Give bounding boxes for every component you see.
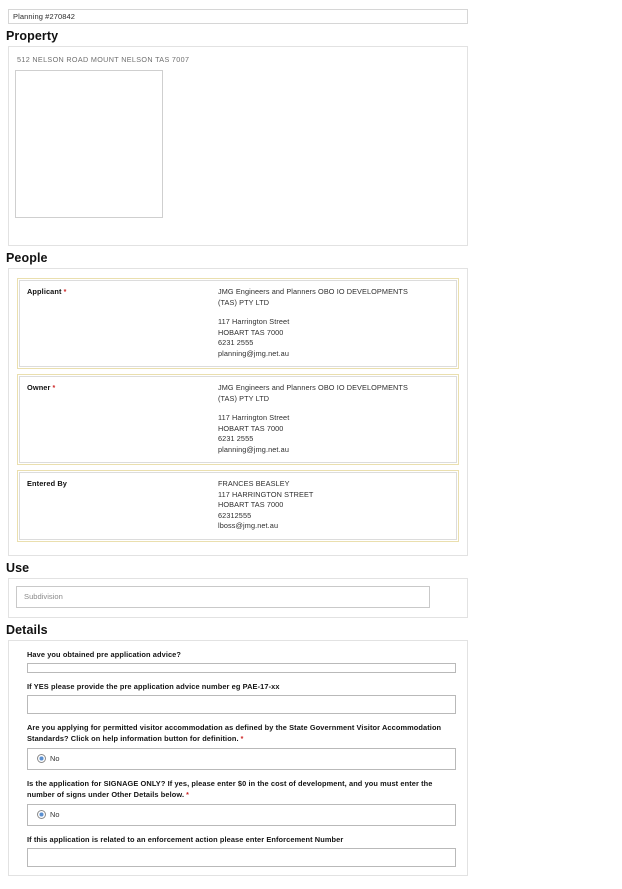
person-detail-gap [218, 404, 456, 413]
radio-option-label: No [50, 754, 60, 763]
person-details [218, 479, 456, 532]
detail-label [27, 681, 456, 692]
application-form-page [0, 9, 622, 876]
person-card-entered-by[interactable] [17, 470, 459, 542]
person-name-line1: JMG Engineers and Planners OBO IO DEVELOPMENTS [218, 287, 408, 296]
detail-label [27, 778, 456, 801]
person-phone: 62312555 [218, 510, 252, 520]
detail-group-signage-only [9, 778, 467, 826]
detail-group-advice-number [9, 681, 467, 714]
required-asterisk: * [240, 735, 244, 743]
detail-label-text: Have you obtained pre application advice? [27, 649, 182, 659]
person-role-text: Applicant [27, 287, 62, 296]
required-asterisk: * [52, 385, 56, 392]
required-asterisk: * [186, 791, 189, 799]
application-id-text: Planning #270842 [13, 12, 76, 21]
detail-label-text: Are you applying for permitted visitor accommodation as defined by the State Government Visitor Accommodation Standards? Click on help information button for definition. [27, 722, 442, 743]
person-email: lboss@jmg.net.au [218, 521, 279, 530]
person-phone: 6231 2555 [218, 434, 254, 443]
use-type-field[interactable] [16, 586, 430, 608]
use-panel [8, 578, 468, 618]
detail-label [27, 834, 456, 845]
person-role-label [20, 287, 218, 359]
person-role-label [20, 383, 218, 455]
detail-label-text: If this application is related to an enforcement action please enter Enforcement Number [27, 834, 344, 844]
property-panel [8, 46, 468, 246]
person-email: planning@jmg.net.au [218, 348, 289, 358]
radio-button-selected-icon[interactable] [37, 754, 46, 763]
detail-label-text: Is the application for SIGNAGE ONLY? If yes, please enter $0 in the cost of development, and you must enter the number of signs under Other Details below. [27, 778, 433, 799]
person-phone: 6231 2555 [218, 338, 254, 347]
detail-label [27, 649, 456, 660]
person-street: 117 HARRINGTON STREET [218, 489, 314, 499]
detail-input-pre-application-advice[interactable] [27, 663, 456, 673]
person-street: 117 Harrington Street [218, 413, 290, 422]
property-image-placeholder [15, 70, 163, 218]
person-name-line2: (TAS) PTY LTD [218, 297, 270, 307]
required-asterisk: * [63, 289, 67, 296]
person-card-applicant[interactable] [17, 278, 459, 369]
detail-radio-visitor-accommodation[interactable] [27, 748, 456, 770]
person-role-label [20, 479, 218, 532]
person-city: HOBART TAS 7000 [218, 327, 284, 337]
person-detail-gap [218, 308, 456, 317]
person-details [218, 383, 456, 455]
section-heading-use: Use [6, 560, 30, 575]
person-street: 117 Harrington Street [218, 317, 290, 326]
person-role-text: Owner [27, 383, 51, 392]
property-address: 512 NELSON ROAD MOUNT NELSON TAS 7007 [17, 55, 190, 64]
person-name-line1: FRANCES BEASLEY [218, 479, 290, 488]
person-name-line1: JMG Engineers and Planners OBO IO DEVELOPMENTS [218, 383, 408, 392]
detail-radio-signage-only[interactable] [27, 804, 456, 826]
detail-input-enforcement-number[interactable] [27, 848, 456, 867]
person-name-line2: (TAS) PTY LTD [218, 393, 270, 403]
details-panel [8, 640, 468, 876]
detail-label [27, 722, 456, 745]
application-id-bar[interactable] [8, 9, 468, 24]
detail-group-pre-application-advice [9, 649, 467, 673]
person-details [218, 287, 456, 359]
person-email: planning@jmg.net.au [218, 444, 289, 454]
detail-group-visitor-accommodation [9, 722, 467, 770]
section-heading-people: People [6, 251, 48, 265]
detail-label-text: If YES please provide the pre application advice number eg PAE-17-xx [27, 681, 280, 691]
person-city: HOBART TAS 7000 [218, 423, 284, 433]
detail-group-enforcement-number [9, 834, 467, 867]
person-city: HOBART TAS 7000 [218, 500, 284, 509]
detail-input-advice-number[interactable] [27, 695, 456, 714]
person-role-text: Entered By [27, 479, 68, 488]
radio-button-selected-icon[interactable] [37, 810, 46, 819]
section-heading-details: Details [6, 622, 48, 637]
people-panel [8, 268, 468, 556]
section-heading-property: Property [6, 29, 59, 43]
use-type-value: Subdivision [24, 592, 63, 601]
radio-option-label: No [50, 810, 60, 819]
person-card-owner[interactable] [17, 374, 459, 465]
